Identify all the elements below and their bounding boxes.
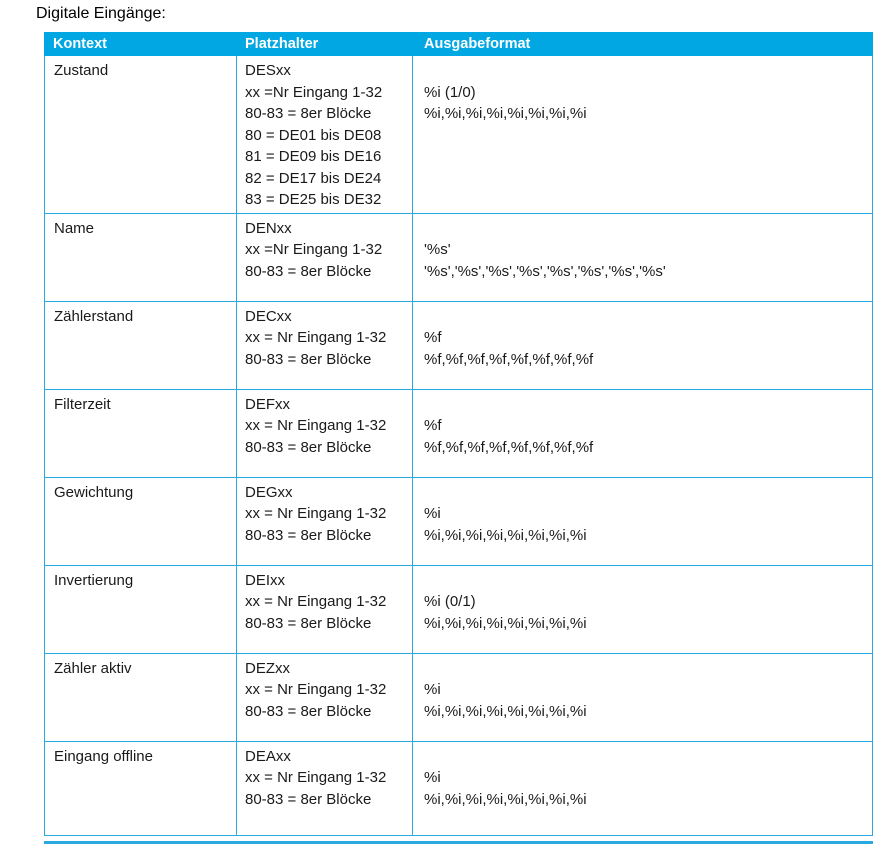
text-line: '%s' [424,241,451,258]
table-bottom-rule [44,841,873,844]
text-line: 80-83 = 8er Blöcke [245,790,372,808]
cell-platzhalter [237,56,413,213]
text-line: xx = Nr Eingang 1-32 [245,329,387,346]
cell-ausgabeformat [413,214,872,301]
text-line: DEGxx [245,483,293,501]
text-line: DEAxx [245,747,291,765]
header-cell-platzhalter: Platzhalter [245,36,319,52]
header-cell-kontext: Kontext [53,36,107,52]
page-title: Digitale Eingänge: [36,5,166,22]
text-line: 80-83 = 8er Blöcke [245,526,372,544]
text-line: 80-83 = 8er Blöcke [245,262,372,280]
text-line: 81 = DE09 bis DE16 [245,148,382,165]
text-line: xx =Nr Eingang 1-32 [245,241,383,258]
cell-ausgabeformat [413,56,872,213]
text-line: %i,%i,%i,%i,%i,%i,%i,%i [424,614,587,632]
text-line: 80-83 = 8er Blöcke [245,105,372,122]
text-line: %i (1/0) [424,83,476,101]
cell-ausgabeformat [413,654,872,741]
text-line: %i,%i,%i,%i,%i,%i,%i,%i [424,790,587,808]
text-line: 83 = DE25 bis DE32 [245,191,382,208]
table-row [45,742,872,836]
cell-kontext: Invertierung [45,566,237,653]
text-line: '%s','%s','%s','%s','%s','%s','%s','%s' [424,262,666,280]
table-body [44,56,873,836]
cell-kontext: Zähler aktiv [45,654,237,741]
text-line: %f,%f,%f,%f,%f,%f,%f,%f [424,350,594,368]
cell-kontext: Gewichtung [45,478,237,565]
text-line: xx =Nr Eingang 1-32 [245,83,383,101]
text-line: %i,%i,%i,%i,%i,%i,%i,%i [424,105,587,122]
cell-ausgabeformat [413,478,872,565]
cell-ausgabeformat [413,302,872,389]
cell-kontext: Zustand [45,56,237,213]
table-row [45,302,872,390]
text-line: 80-83 = 8er Blöcke [245,438,372,456]
cell-kontext: Name [45,214,237,301]
text-line: xx = Nr Eingang 1-32 [245,505,387,522]
table-row [45,654,872,742]
cell-ausgabeformat [413,566,872,653]
table-header-row [44,32,873,56]
table-row [45,390,872,478]
text-line: %i [424,681,441,698]
text-line: 82 = DE17 bis DE24 [245,169,382,187]
text-line: DESxx [245,62,291,79]
cell-kontext: Eingang offline [45,742,237,835]
text-line: %f,%f,%f,%f,%f,%f,%f,%f [424,438,594,456]
text-line: %i (0/1) [424,593,476,610]
cell-platzhalter [237,214,413,301]
header-cell-ausgabeformat: Ausgabeformat [424,36,531,52]
cell-ausgabeformat [413,742,872,835]
cell-ausgabeformat [413,390,872,477]
cell-platzhalter [237,478,413,565]
text-line: %i,%i,%i,%i,%i,%i,%i,%i [424,526,587,544]
cell-platzhalter [237,390,413,477]
text-line: xx = Nr Eingang 1-32 [245,417,387,434]
text-line: %f [424,329,442,346]
text-line: 80 = DE01 bis DE08 [245,126,382,144]
cell-platzhalter [237,654,413,741]
text-line: 80-83 = 8er Blöcke [245,350,372,368]
text-line: DEIxx [245,571,286,589]
text-line: xx = Nr Eingang 1-32 [245,769,387,786]
text-line: 80-83 = 8er Blöcke [245,702,372,720]
cell-platzhalter [237,742,413,835]
table-row [45,214,872,302]
text-line: 80-83 = 8er Blöcke [245,614,372,632]
digital-inputs-table [44,32,873,844]
text-line: %i [424,769,441,786]
text-line: %i,%i,%i,%i,%i,%i,%i,%i [424,702,587,720]
text-line: %f [424,417,442,434]
text-line: DEZxx [245,659,290,677]
cell-platzhalter [237,566,413,653]
table-row [45,478,872,566]
text-line: xx = Nr Eingang 1-32 [245,681,387,698]
cell-kontext: Zählerstand [45,302,237,389]
text-line: DECxx [245,307,292,325]
table-row [45,566,872,654]
text-line: DENxx [245,219,292,237]
cell-kontext: Filterzeit [45,390,237,477]
text-line: %i [424,505,441,522]
table-row [45,56,872,214]
text-line: xx = Nr Eingang 1-32 [245,593,387,610]
cell-platzhalter [237,302,413,389]
text-line: DEFxx [245,395,290,413]
